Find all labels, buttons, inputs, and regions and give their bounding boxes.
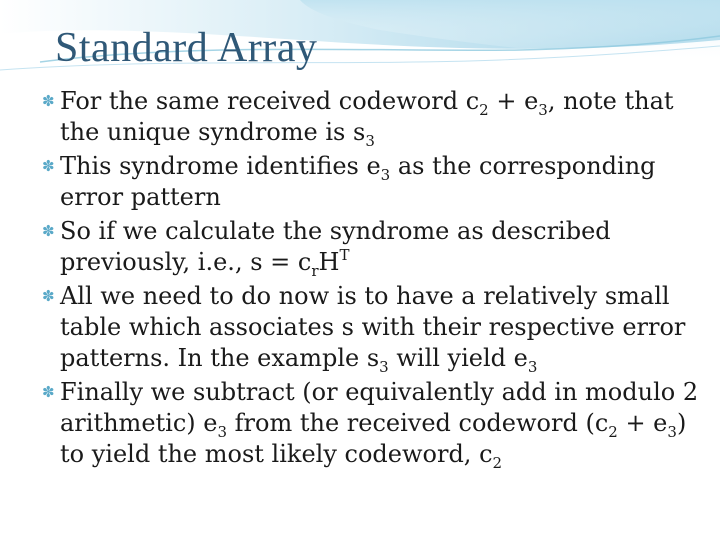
bullet-text: 3 <box>365 132 375 150</box>
bullet-icon: ✽ <box>42 92 55 110</box>
bullet-text: Finally we subtract (or equivalently add in modulo 2 arithmetic) e <box>60 378 699 437</box>
bullet-text: 3 <box>380 166 391 184</box>
bullet-text: H <box>318 248 340 276</box>
bullet-text: + e <box>488 87 539 115</box>
bullet-text: So if we calculate the syndrome as described previously, i.e., s = c <box>60 217 611 276</box>
bullet-text: For the same received codeword c <box>60 87 480 115</box>
bullet-text: 3 <box>379 358 389 376</box>
bullet-text: 3 <box>538 101 548 119</box>
bullet-item <box>42 377 702 470</box>
bullet-text: as the corresponding error pattern <box>60 152 656 211</box>
bullet-text: + e <box>617 409 668 437</box>
bullet-text: This syndrome identifies e <box>60 152 381 180</box>
bullet-icon: ✽ <box>42 287 55 305</box>
bullet-text: 2 <box>492 454 503 472</box>
bullet-text: All we need to do now is to have a relatively small table which associates s with their respective error patterns. In the example s <box>60 282 686 372</box>
bullet-text: 3 <box>527 358 538 376</box>
bullet-item <box>42 86 702 148</box>
bullet-text: 3 <box>667 423 677 441</box>
bullet-text: 2 <box>608 423 618 441</box>
bullet-text: ) to yield the most likely codeword, c <box>60 409 687 468</box>
bullet-text: from the received codeword (c <box>227 409 609 437</box>
bullet-text: 2 <box>479 101 489 119</box>
bullet-item <box>42 281 702 374</box>
bullet-text: r <box>311 262 319 280</box>
bullet-text: , note that the unique syndrome is s <box>60 87 674 146</box>
bullet-icon: ✽ <box>42 222 55 240</box>
bullet-text: T <box>339 246 350 264</box>
bullet-icon: ✽ <box>42 383 55 401</box>
bullet-item <box>42 151 702 213</box>
bullet-item <box>42 216 702 278</box>
bullet-text: will yield e <box>388 344 528 372</box>
bullet-icon: ✽ <box>42 157 55 175</box>
slide-title: Standard Array <box>55 25 318 71</box>
bullet-text: 3 <box>217 423 228 441</box>
bullet-list <box>42 86 702 473</box>
